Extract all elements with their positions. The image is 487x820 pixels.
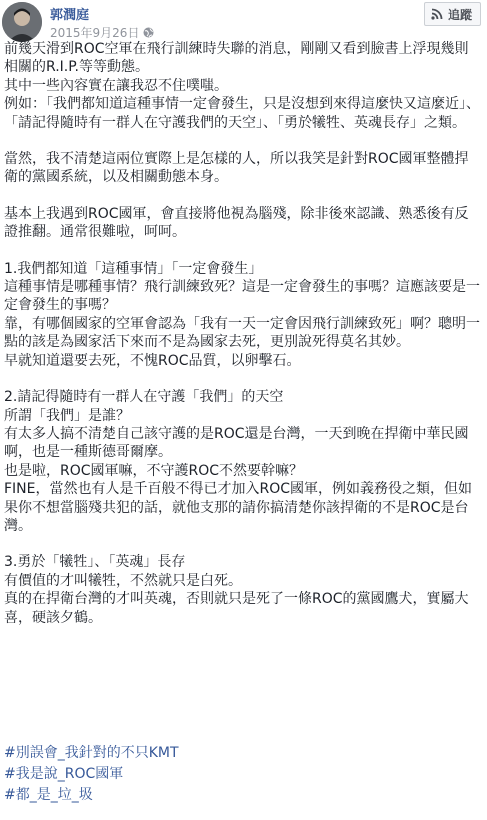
hashtag-list (4, 743, 482, 806)
post-body (4, 40, 482, 627)
follow-button[interactable] (424, 2, 481, 26)
text-line: 前幾天滑到ROC空軍在飛行訓練時失聯的消息，剛剛又看到臉書上浮現幾則相關的R.I.P.等等動態。 (4, 41, 469, 76)
text-line: 例如：「我們都知道這種事情一定會發生，只是沒想到來得這麼快又這麼近」、「請記得隨時有一群人在守護我們的天空」、「勇於犧牲、英魂長存」之類。 (4, 96, 480, 131)
paragraph-stance (4, 205, 482, 242)
hashtag-link[interactable]: #別誤會_我針對的不只KMT (4, 745, 179, 761)
paragraph-disclaimer (4, 150, 482, 187)
text-line: 有太多人搞不清楚自己該守護的是ROC還是台灣，一天到晚在捍衛中華民國啊，也是一種斯德哥爾摩。 (4, 425, 469, 461)
text-line: 2.請記得隨時有一群人在守護「我們」的天空 (4, 389, 284, 406)
follow-label: 追蹤 (447, 7, 472, 22)
author-name[interactable]: 郭潤庭 (50, 8, 90, 23)
text-line: 有價值的才叫犧牲，不然就只是白死。 (4, 572, 242, 589)
author-avatar[interactable] (2, 2, 42, 42)
text-line: 所謂「我們」是誰？ (4, 407, 130, 424)
post-meta (50, 24, 154, 41)
paragraph-intro (4, 40, 482, 132)
text-line: 這種事情是哪種事情？飛行訓練致死？這是一定會發生的事嗎？這應該要是一定會發生的事嗎？ (4, 279, 480, 314)
text-line: 當然，我不清楚這兩位實際上是怎樣的人，所以我笑是針對ROC國軍整體捍衛的黨國系統，以及相關動態本身。 (4, 151, 469, 186)
rss-icon (431, 8, 443, 20)
paragraph-point-1 (4, 260, 482, 370)
text-line: 1.我們都知道「這種事情」「一定會發生」 (4, 260, 263, 277)
text-line: 早就知道還要去死，不愧ROC品質，以卵擊石。 (4, 352, 301, 369)
text-line: FINE，當然也有人是千百般不得已才加入ROC國軍，例如義務役之類，但如果你不想當腦殘共犯的話，就他支那的請你搞清楚你該捍衛的不是ROC是台灣。 (4, 481, 473, 534)
paragraph-point-2 (4, 388, 482, 535)
text-line: 3.勇於「犧牲」、「英魂」長存 (4, 554, 186, 571)
hashtag-link[interactable]: #都_是_垃_圾 (4, 787, 93, 803)
post-date[interactable]: 2015年9月26日 (50, 26, 140, 40)
text-line: 基本上我遇到ROC國軍，會直接將他視為腦殘，除非後來認識、熟悉後有反證推翻。通常很難啦，呵呵。 (4, 205, 469, 241)
globe-icon (143, 27, 154, 38)
hashtag-link[interactable]: #我是說_ROC國軍 (4, 766, 124, 782)
text-line: 其中一些內容實在讓我忍不住噗嗤。 (4, 77, 228, 94)
text-line: 真的在捍衛台灣的才叫英魂，否則就只是死了一條ROC的黨國鷹犬，實屬大喜，硬該夕鶴。 (4, 591, 469, 626)
text-line: 也是啦，ROC國軍嘛，不守護ROC不然要幹嘛？ (4, 462, 304, 479)
paragraph-point-3 (4, 553, 482, 627)
text-line: 靠，有哪個國家的空軍會認為「我有一天一定會因飛行訓練致死」啊？聰明一點的該是為國家活下來而不是為國家去死，更別說死得莫名其妙。 (4, 315, 480, 351)
